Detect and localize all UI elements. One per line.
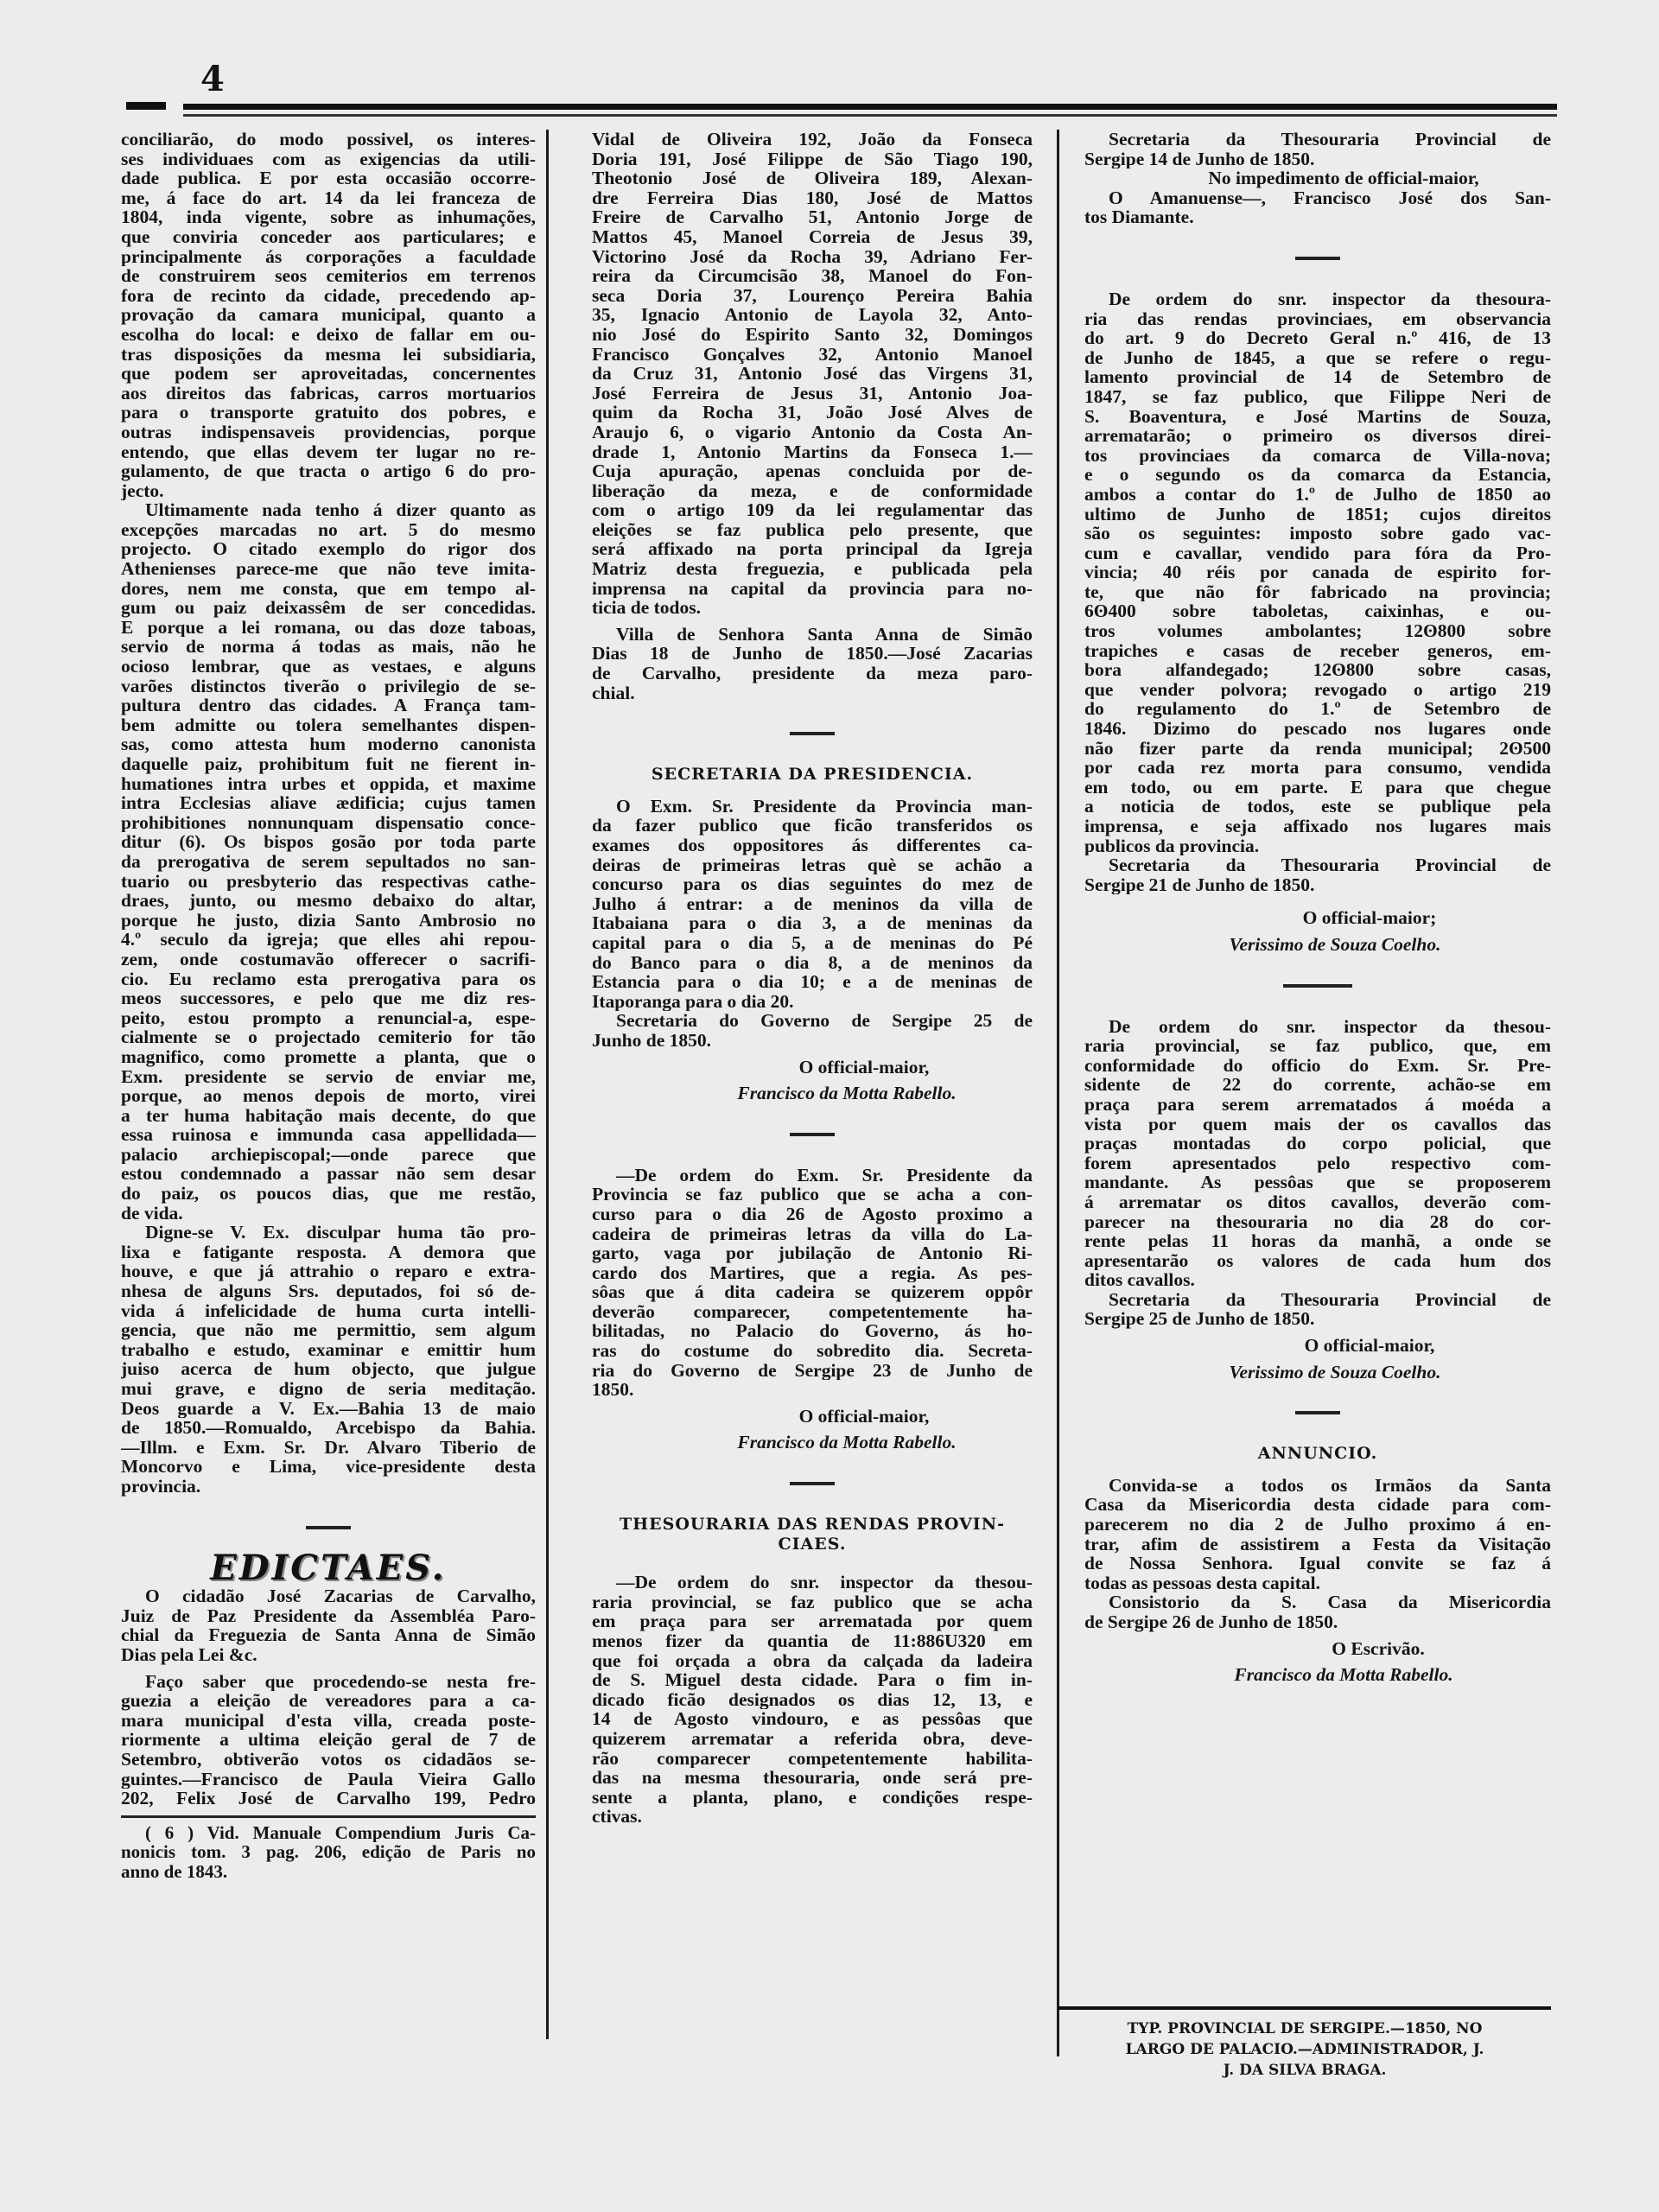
text-line: ambos a contar do 1.º de Julho de 1850 ao — [1084, 484, 1551, 505]
text-line: que foi orçada a obra da calçada da ladeira — [592, 1650, 1033, 1671]
text-line: da Cruz 31, Antonio José das Virgens 31, — [592, 364, 1033, 384]
text-line: parecer na thesouraria no dia 28 do cor- — [1084, 1211, 1551, 1232]
text-line: guezia a eleição de vereadores para a ca- — [121, 1691, 536, 1711]
text-line: anno de 1843. — [121, 1861, 228, 1882]
text-line: tuario ou presbyterio das respectivas cathe- — [121, 871, 536, 892]
text-line: cialmente se o projectado cemiterio for tão — [121, 1027, 536, 1047]
text-line: Deos guarde a V. Ex.—Bahia 13 de maio — [121, 1398, 536, 1419]
text-line: Dias pela Lei &c. — [121, 1644, 257, 1665]
signature-title: No impedimento de official-maior, — [1208, 168, 1479, 188]
signature-name: Verissimo de Souza Coelho. — [1229, 934, 1441, 955]
text-line: gulamento, de que tracta o artigo 6 do pro- — [121, 461, 536, 481]
text-line: ras do costume do sobredito dia. Secreta- — [592, 1341, 1033, 1361]
imprint-line: TYP. PROVINCIAL DE SERGIPE.—1850, NO — [1127, 2020, 1483, 2037]
text-line: sôas que á dita cadeira se quizerem oppôr — [592, 1282, 1033, 1302]
text-line: Secretaria da Thesouraria Provincial de — [1109, 855, 1551, 875]
text-line: ditos cavallos. — [1084, 1270, 1195, 1290]
signature-title: O official-maior, — [798, 1406, 930, 1427]
text-line: Villa de Senhora Santa Anna de Simão — [616, 624, 1033, 645]
text-line: Sergipe 25 de Junho de 1850. — [1084, 1309, 1315, 1330]
text-line: 4.º seculo da igreja; que elles ahi repou- — [121, 930, 536, 950]
editaes-heading: EDICTAES. — [210, 1547, 447, 1588]
text-line: curso para o dia 26 de Agosto proximo a — [592, 1204, 1033, 1224]
text-line: —De ordem do snr. inspector da thesou- — [616, 1573, 1033, 1592]
text-line: intra Ecclesias aliave ædificia; cujus tamen — [121, 793, 536, 813]
treasury-date-3 — [1084, 1290, 1551, 1329]
text-line: nhesa de alguns Srs. deputados, foi só de- — [121, 1281, 536, 1301]
text-line: S. Boaventura, e José Martins de Souza, — [1084, 406, 1551, 427]
text-line: porque, ao menos depois de morto, virei — [121, 1086, 536, 1106]
text-line: deiras de primeiras letras què se achão a — [592, 855, 1033, 875]
text-line: jecto. — [121, 480, 164, 501]
text-line: 1850. — [592, 1380, 634, 1400]
text-line: lamento provincial de 14 de Setembro de — [1084, 367, 1551, 387]
thesouraria-heading-line-1: THESOURARIA DAS RENDAS PROVIN- — [620, 1515, 1005, 1535]
text-line: gencia, que não me permittio, sem algum — [121, 1320, 536, 1340]
edict-continuation — [592, 130, 1033, 618]
text-line: trar, afim de assistirem a Festa da Visitação — [1084, 1534, 1551, 1554]
exam-transfer-date — [592, 1011, 1033, 1050]
section-separator — [790, 732, 835, 735]
text-line: do art. 9 do Decreto Geral n.º 416, de 13 — [1084, 328, 1551, 348]
text-line: Ultimamente nada tenho á dizer quanto as — [145, 500, 536, 520]
text-line: juiso acerca de hum objecto, que julgue — [121, 1359, 536, 1379]
text-line: quim da Rocha 31, João José Alves de — [592, 403, 1033, 423]
text-line: entendo, que ellas devem ter lugar no re- — [121, 442, 536, 462]
text-line: lixa e fatigante resposta. A demora que — [121, 1242, 536, 1262]
text-line: nonicis tom. 3 pag. 206, edição de Paris no — [121, 1842, 536, 1862]
text-line: O cidadão José Zacarias de Carvalho, — [145, 1586, 536, 1606]
header-rule — [183, 104, 1557, 110]
text-line: vida á infelicidade de huma curta intelli- — [121, 1300, 536, 1321]
text-line: capital para o dia 5, a de meninas do Pé — [592, 932, 1033, 953]
text-line: pultura dentro das cidades. A França tam- — [121, 696, 536, 715]
text-line: ( 6 ) Vid. Manuale Compendium Juris Ca- — [145, 1822, 536, 1843]
footnote — [121, 1823, 536, 1882]
text-line: Victorino José da Rocha 39, Adriano Fer- — [592, 246, 1033, 267]
text-line: concurso para os dias seguintes do mez de — [592, 874, 1033, 894]
text-line: De ordem do snr. inspector da thesou- — [1109, 1016, 1551, 1037]
text-line: imprensa, e seja affixado nos lugares mais — [1084, 817, 1551, 836]
text-line: publicos da provincia. — [1084, 836, 1260, 856]
text-line: projecto. O citado exemplo do rigor dos — [121, 539, 536, 560]
imprint-rule — [1058, 2006, 1551, 2010]
signature-title: O Escrivão. — [1332, 1638, 1425, 1659]
text-line: Mattos 45, Manoel Correia de Jesus 39, — [592, 226, 1033, 247]
text-line: rão comparecer competentemente habilita- — [592, 1748, 1033, 1769]
text-line: dicado ficão designados os dias 12, 13, e — [592, 1689, 1033, 1710]
text-line: humationes intra urbes et oppida, et maxime — [121, 773, 536, 794]
text-line: ria do Governo de Sergipe 23 de Junho de — [592, 1360, 1033, 1381]
text-line: gum ou paiz deixassêm de ser concedidas. — [121, 598, 536, 618]
text-line: tras disposições da mesma lei subsidiaria, — [121, 344, 536, 365]
text-line: cadeira de primeiras letras da villa do La- — [592, 1224, 1033, 1244]
misericordia-announcement — [1084, 1476, 1551, 1593]
text-line: á arrematar os ditos cavallos, deverão com- — [1084, 1192, 1551, 1212]
text-line: de Junho de 1845, a que se refere o regu- — [1084, 347, 1551, 368]
text-line: nio José do Espirito Santo 32, Domingos — [592, 324, 1033, 345]
text-line: mui grave, e digno de seria meditação. — [121, 1379, 536, 1399]
text-line: houve, e que já attrahio o reparo e extra- — [121, 1262, 536, 1282]
text-line: 14 de Agosto vindouro, e as pessôas que — [592, 1709, 1033, 1729]
text-line: cardo dos Martires, que a regia. As pes- — [592, 1262, 1033, 1283]
text-line: arrematarão; o primeiro os diversos direi- — [1084, 426, 1551, 446]
text-line: Francisco Gonçalves 32, Antonio Manoel — [592, 344, 1033, 365]
text-line: Exm. presidente se servio de enviar me, — [121, 1066, 536, 1087]
text-line: de Carvalho, presidente da meza paro- — [592, 664, 1033, 683]
text-line: que conviria conceder aos particulares; e — [121, 226, 536, 247]
text-line: De ordem do snr. inspector da thesoura- — [1109, 289, 1551, 309]
section-separator — [1283, 984, 1352, 988]
provincial-rights-notice — [1084, 289, 1551, 855]
text-line: Dias 18 de Junho de 1850.—José Zacarias — [592, 644, 1033, 664]
text-line: —De ordem do Exm. Sr. Presidente da — [616, 1165, 1033, 1185]
lagarto-chair-notice — [592, 1166, 1033, 1400]
text-line: em todo, ou em parte. E para que chegue — [1084, 777, 1551, 798]
text-line: O Amanuense—, Francisco José dos San- — [1109, 188, 1551, 208]
text-line: a ter huma habitação mais decente, do que — [121, 1105, 536, 1126]
text-line: chial da Freguezia de Santa Anna de Simão — [121, 1625, 536, 1645]
text-line: Cuja apuração, apenas concluida por de- — [592, 461, 1033, 481]
text-line: e o segundo os da comarca da Estancia, — [1084, 465, 1551, 485]
text-line: raria provincial, se faz publico que se acha — [592, 1592, 1033, 1612]
text-line: ultimo de Junho de 1851; cujos direitos — [1084, 504, 1551, 524]
exam-transfer-notice — [592, 797, 1033, 1012]
text-line: conciliarão, do modo possivel, os interes- — [121, 130, 536, 149]
signature-title: O official-maior, — [1304, 1336, 1435, 1356]
text-line: bem admitte ou tolera semelhantes dispen- — [121, 715, 536, 735]
text-line: sente a planta, plano, e condições respe- — [592, 1787, 1033, 1808]
section-separator — [306, 1526, 351, 1529]
text-line: Moncorvo e Lima, vice-presidente desta — [121, 1457, 536, 1477]
text-line: sas, como attesta hum moderno canonista — [121, 734, 536, 754]
text-line: com o artigo 109 da lei regulamentar das — [592, 500, 1033, 520]
text-line: garto, vaga por jubilação de Antonio Ri- — [592, 1243, 1033, 1263]
text-line: praça para serem arrematados á moéda a — [1084, 1094, 1551, 1115]
text-line: estou condemnado a passar não sem desar — [121, 1164, 536, 1185]
text-line: são os seguintes: imposto sobre gado vac- — [1084, 524, 1551, 543]
text-line: cio. Eu reclamo esta prerogativa para os — [121, 969, 536, 989]
text-line: a noticia de todos, este se publique pela — [1084, 797, 1551, 817]
text-line: Julho á entrar: a de meninos da villa de — [592, 893, 1033, 914]
text-line: praças montadas do corpo policial, que — [1084, 1134, 1551, 1154]
text-line: sidente de 22 do corrente, achão-se em — [1084, 1075, 1551, 1095]
text-line: palacio archiepiscopal;—onde parece que — [121, 1144, 536, 1165]
text-line: draes, junto, ou mesmo debaixo do altar, — [121, 891, 536, 911]
text-line: 1846. Dizimo do pescado nos lugares onde — [1084, 719, 1551, 739]
text-line: de construirem seos cemiterios em terrenos — [121, 266, 536, 286]
section-separator — [1295, 1411, 1340, 1414]
text-line: 35, Ignacio Antonio de Layola 32, Anto- — [592, 305, 1033, 325]
text-line: chial. — [592, 683, 635, 703]
text-line: de Nossa Senhora. Igual convite se faz á — [1084, 1554, 1551, 1573]
text-line: me, á face do art. 14 da lei franceza de — [121, 188, 536, 208]
header-rule-thin — [183, 114, 1557, 117]
text-line: Digne-se V. Ex. disculpar huma tão pro- — [145, 1223, 536, 1243]
archbishop-letter-para-1 — [121, 130, 536, 500]
text-line: Consistorio da S. Casa da Misericordia — [1109, 1592, 1551, 1612]
text-line: fora de recinto da cidade, precedendo ap- — [121, 285, 536, 306]
imprint-line: J. DA SILVA BRAGA. — [1223, 2062, 1387, 2079]
text-line: José Ferreira de Jesus 31, Antonio Joa- — [592, 383, 1033, 404]
text-line: bilitadas, no Palacio do Governo, ás ho- — [592, 1321, 1033, 1342]
text-line: do Banco para o dia 8, a de meninos da — [592, 952, 1033, 973]
text-line: principalmente ás corporações a faculdade — [121, 246, 536, 267]
text-line: 6ʘ400 sobre taboletas, caixinhas, e ou- — [1084, 601, 1551, 622]
signature-name: Verissimo de Souza Coelho. — [1229, 1362, 1441, 1382]
annuncio-heading: ANNUNCIO. — [1257, 1444, 1378, 1464]
text-line: provação da camara municipal, quanto a — [121, 305, 536, 325]
text-line: te, que não fôr fabricado na provincia; — [1084, 582, 1551, 602]
text-line: Secretaria do Governo de Sergipe 25 de — [616, 1011, 1033, 1031]
treasury-date-1 — [1084, 130, 1551, 168]
text-line: seca Doria 37, Lourenço Pereira Bahia — [592, 285, 1033, 306]
text-line: do regulamento do 1.º de Setembro de — [1084, 699, 1551, 720]
text-line: dade publica. E por esta occasião occorre- — [121, 168, 536, 188]
text-line: 202, Felix José de Carvalho 199, Pedro — [121, 1789, 536, 1808]
text-line: mandante. As pessôas que se proposerem — [1084, 1173, 1551, 1192]
text-line: Itaporanga para o dia 20. — [592, 991, 794, 1012]
text-line: tos provinciaes da comarca de Villa-nova; — [1084, 445, 1551, 466]
text-line: da fazer publico que ficão transferidos os — [592, 816, 1033, 836]
text-line: daquelle paiz, prohibitum fuit ne fierent in- — [121, 754, 536, 774]
text-line: vista por quem mais der os cavallos das — [1084, 1114, 1551, 1135]
section-separator — [1295, 257, 1340, 260]
text-line: tros volumes ambolantes; 12ʘ800 sobre — [1084, 621, 1551, 641]
printer-imprint — [1058, 2018, 1551, 2081]
text-line: peito, estou prompto a renuncial-a, espe- — [121, 1007, 536, 1028]
text-line: que vender polvora; revogado o artigo 219 — [1084, 679, 1551, 700]
text-line: Sergipe 21 de Junho de 1850. — [1084, 874, 1315, 895]
text-line: escolha do local: e deixo de fallar em ou- — [121, 324, 536, 345]
text-line: raria provincial, se faz publico, que, em — [1084, 1036, 1551, 1056]
text-line: reira da Circumcisão 38, Manoel do Fon- — [592, 266, 1033, 286]
column-divider-2 — [1057, 130, 1059, 2056]
right-column — [1084, 130, 1551, 1685]
text-line: de S. Miguel desta cidade. Para o fim in- — [592, 1670, 1033, 1690]
left-column — [121, 130, 536, 1881]
text-line: aos direitos das fabricas, carros mortuarios — [121, 383, 536, 404]
text-line: parecerem no dia 2 de Julho proximo á en- — [1084, 1515, 1551, 1535]
text-line: magnifico, como promette a planta, que o — [121, 1046, 536, 1067]
text-line: exames dos oppositores ás differentes ca- — [592, 836, 1033, 855]
text-line: 1847, se faz publico, que Filippe Neri de — [1084, 386, 1551, 407]
text-line: liberação da meza, e de conformidade — [592, 480, 1033, 501]
thesouraria-heading-line-2: CIAES. — [778, 1534, 847, 1554]
text-line: guintes.—Francisco de Paula Vieira Gallo — [121, 1769, 536, 1789]
text-line: Estancia para o dia 10; e a de meninas de — [592, 972, 1033, 992]
text-line: deverão comparecer, competentemente ha- — [592, 1301, 1033, 1322]
section-separator — [790, 1133, 835, 1136]
text-line: do paiz, os poucos dias, que me restão, — [121, 1184, 536, 1204]
text-line: dre Ferreira Dias 180, José de Mattos — [592, 188, 1033, 208]
section-separator — [790, 1482, 835, 1485]
text-line: ses individuaes com as exigencias da utili- — [121, 149, 536, 169]
signature-title: O official-maior; — [1302, 908, 1437, 928]
text-line: dores, nem me consta, que em tempo al- — [121, 578, 536, 599]
text-line: provincia. — [121, 1476, 201, 1497]
text-line: zem, onde costumavão offerecer o sacrifi- — [121, 949, 536, 969]
text-line: Junho de 1850. — [592, 1030, 711, 1051]
text-line: trapiches e casas de receber generos, em- — [1084, 640, 1551, 661]
page-number: 4 — [200, 59, 225, 99]
horse-auction-notice — [1084, 1017, 1551, 1290]
edict-intro — [121, 1586, 536, 1664]
text-line: vincia; 40 réis por canada de espirito for- — [1084, 563, 1551, 582]
text-line: Vidal de Oliveira 192, João da Fonseca — [592, 130, 1033, 149]
text-line: Casa da Misericordia desta cidade para com- — [1084, 1495, 1551, 1516]
text-line: riormente a ultima eleição geral de 7 de — [121, 1730, 536, 1750]
text-line: em praça para ser arrematada por quem — [592, 1611, 1033, 1631]
text-line: Secretaria da Thesouraria Provincial de — [1109, 130, 1551, 149]
amanuense-signature — [1084, 188, 1551, 227]
treasury-date-2 — [1084, 855, 1551, 894]
text-line: Athenienses parece-me que não teve imita- — [121, 559, 536, 579]
text-line: trabalho e estudo, examinar e emittir hum — [121, 1339, 536, 1360]
column-divider-1 — [546, 130, 549, 2039]
text-line: Freire de Carvalho 51, Antonio Jorge de — [592, 207, 1033, 227]
text-line: prohibitiones nonnunquam dispensatio conce- — [121, 812, 536, 833]
text-line: ctivas. — [592, 1807, 642, 1827]
text-line: meos successores, e pelo que me diz res- — [121, 988, 536, 1008]
signature-title: O official-maior, — [798, 1057, 930, 1077]
text-line: da prerogativa de serem sepultados no san- — [121, 851, 536, 872]
imprint-line: LARGO DE PALACIO.—ADMINISTRADOR, J. — [1125, 2041, 1484, 2058]
text-line: Araujo 6, o vigario Antonio da Costa An- — [592, 422, 1033, 442]
text-line: todas as pessoas desta capital. — [1084, 1573, 1320, 1593]
text-line: menos fizer da quantia de 11:886U320 em — [592, 1631, 1033, 1651]
text-line: mara municipal d'esta villa, creada poste- — [121, 1710, 536, 1731]
text-line: Setembro, obtiverão votos os cidadãos se- — [121, 1749, 536, 1770]
text-line: será affixado na porta principal da Igreja — [592, 539, 1033, 560]
edict-close — [592, 625, 1033, 702]
text-line: ocioso lembrar, que as vestaes, e alguns — [121, 657, 536, 677]
text-line: tos Diamante. — [1084, 207, 1194, 227]
edict-body — [121, 1672, 536, 1808]
text-line: outras indispensaveis providencias, porque — [121, 422, 536, 442]
header-rule-short — [126, 102, 166, 110]
text-line: Sergipe 14 de Junho de 1850. — [1084, 149, 1315, 169]
signature-name: Francisco da Motta Rabello. — [1234, 1665, 1453, 1685]
text-line: de Sergipe 26 de Junho de 1850. — [1084, 1612, 1338, 1632]
text-line: —Illm. e Exm. Sr. Dr. Alvaro Tiberio de — [121, 1437, 536, 1458]
text-line: para o transporte gratuito dos pobres, e — [121, 403, 536, 423]
text-line: essa ruinosa e immunda casa appellidada— — [121, 1125, 536, 1145]
middle-column — [592, 130, 1033, 1827]
text-line: apresentarão os valores de cada hum dos — [1084, 1250, 1551, 1271]
text-line: Doria 191, José Filippe de São Tiago 190, — [592, 149, 1033, 169]
text-line: bora alfandegado; 12ʘ800 sobre casas, — [1084, 660, 1551, 680]
text-line: O Exm. Sr. Presidente da Provincia man- — [616, 796, 1033, 817]
text-line: servio de norma á todas as mais, não he — [121, 637, 536, 658]
footnote-rule — [121, 1815, 536, 1818]
text-line: Faço saber que procedendo-se nesta fre- — [145, 1671, 536, 1692]
text-line: ditur (6). Os bispos gosão por toda parte — [121, 832, 536, 852]
text-line: excepções marcadas no art. 5 do mesmo — [121, 519, 536, 540]
text-line: que podem ser aproveitadas, concernentes — [121, 364, 536, 384]
text-line: cum e cavallar, vendido para fóra da Pro- — [1084, 543, 1551, 563]
archbishop-letter-para-3 — [121, 1223, 536, 1496]
text-line: varões distinctos tiverão o privilegio de se- — [121, 676, 536, 696]
text-line: drade 1, Antonio Martins da Fonseca 1.— — [592, 442, 1033, 462]
secretaria-heading: SECRETARIA DA PRESIDENCIA. — [651, 765, 974, 785]
text-line: por cada rez morta para consumo, vendida — [1084, 758, 1551, 778]
text-line: ticia de todos. — [592, 598, 702, 618]
text-line: porque he justo, dizia Santo Ambrosio no — [121, 910, 536, 931]
ladeira-auction-notice — [592, 1573, 1033, 1827]
text-line: 1804, inda vigente, sobre as inhumações, — [121, 207, 536, 227]
text-line: rente pelas 11 horas da manhã, a onde se — [1084, 1231, 1551, 1251]
text-line: de vida. — [121, 1203, 183, 1224]
text-line: Provincia se faz publico que se acha a con- — [592, 1185, 1033, 1205]
text-line: conformidade do officio do Exm. Sr. Pre- — [1084, 1055, 1551, 1076]
text-line: Theotonio José de Oliveira 189, Alexan- — [592, 168, 1033, 188]
text-line: E porque a lei romana, ou das doze taboas, — [121, 617, 536, 638]
text-line: imprensa na capital da provincia para no- — [592, 578, 1033, 599]
text-line: ria das rendas provinciaes, em observancia — [1084, 308, 1551, 329]
text-line: quizerem arrematar a referida obra, deve- — [592, 1728, 1033, 1749]
text-line: eleições se faz publica pelo presente, que — [592, 519, 1033, 540]
text-line: Juiz de Paz Presidente da Assembléa Paro- — [121, 1605, 536, 1626]
signature-name: Francisco da Motta Rabello. — [737, 1433, 957, 1453]
signature-name: Francisco da Motta Rabello. — [737, 1084, 957, 1103]
misericordia-date — [1084, 1592, 1551, 1631]
archbishop-letter-para-2 — [121, 500, 536, 1223]
text-line: forem apresentados pelo respectivo com- — [1084, 1153, 1551, 1173]
text-line: não fizer parte da renda municipal; 2ʘ500 — [1084, 738, 1551, 759]
text-line: Convida-se a todos os Irmãos da Santa — [1109, 1475, 1551, 1496]
text-line: de 1850.—Romualdo, Arcebispo da Bahia. — [121, 1418, 536, 1438]
text-line: Secretaria da Thesouraria Provincial de — [1109, 1289, 1551, 1310]
text-line: Itabaiana para o dia 3, a de meninas da — [592, 913, 1033, 933]
text-line: Matriz desta freguezia, e publicada pela — [592, 559, 1033, 579]
text-line: das na mesma thesouraria, onde será pre- — [592, 1768, 1033, 1788]
